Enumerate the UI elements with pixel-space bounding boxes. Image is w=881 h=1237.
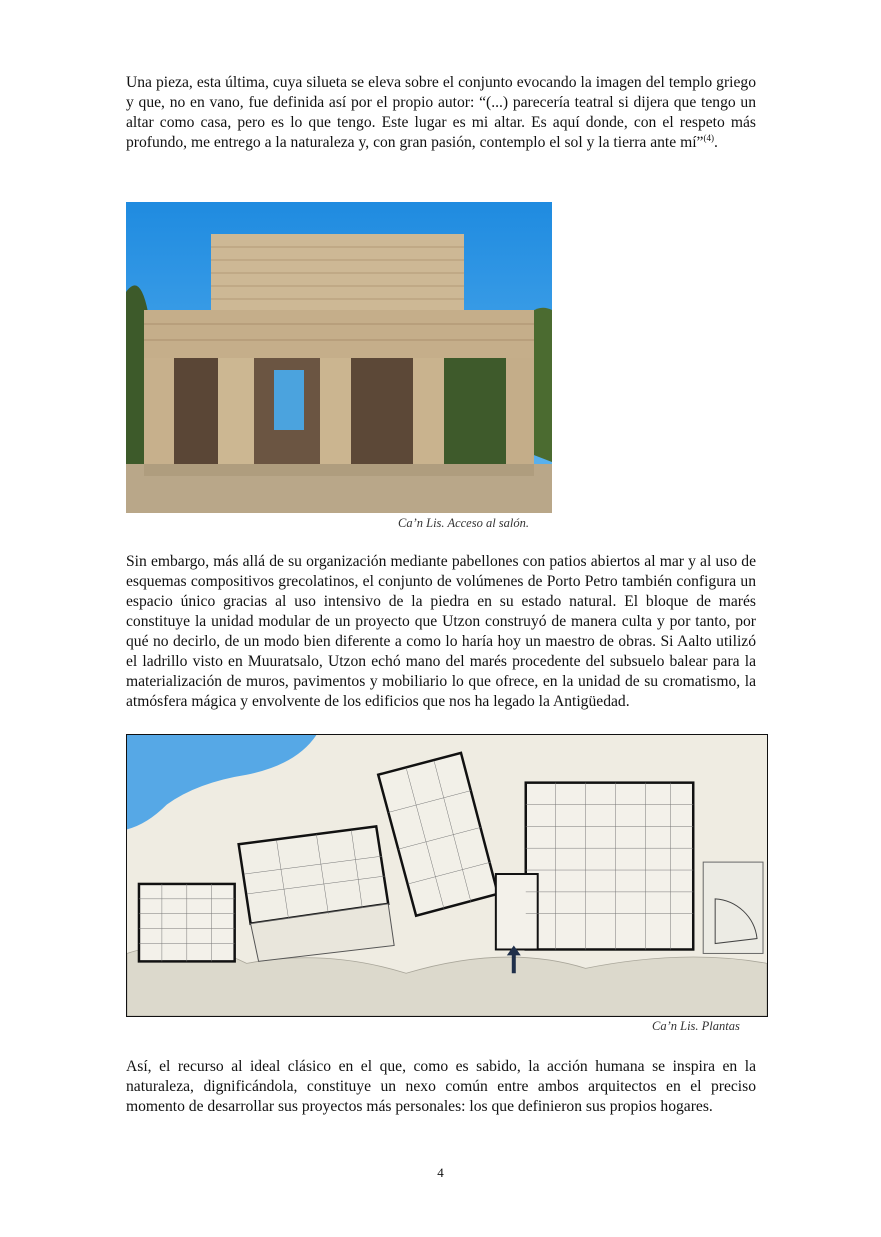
paragraph-body: Sin embargo, más allá de su organización mediante pabellones con patios abiertos al mar y al uso de esquemas compositivos grecolatinos, el conjunto de volúmenes de Porto Petro también configura un espacio único gracias al uso intensivo de la piedra en su estado natural. El bloque de marés constituye la unidad modular de un proyecto que Utzon construyó de manera culta y por tanto, por qué no decirlo, de un modo bien diferente a como lo haría hoy un maestro de obras. Si Aalto utilizó el ladrillo visto en Muuratsalo, Utzon echó mano del marés procedente del subsuelo balear para la materialización de muros, pavimentos y mobiliario lo que ofrece, en la unidad de su cromatismo, la atmósfera mágica y envolvente de los edificios que nos ha legado la Antigüedad. (126, 553, 756, 710)
page-number: 4 (437, 1165, 444, 1180)
paragraph-intro-end: . (713, 134, 718, 151)
paragraph-closing: Así, el recurso al ideal clásico en el que, como es sabido, la acción humana se inspira en la naturaleza, dignificándola, constituye un nexo común entre ambos arquitectos en el preciso momento de desarrollar sus proyectos más personales: los que definieron sus propios hogares. (126, 1058, 756, 1115)
photo-caption: Ca’n Lis. Acceso al salón. (398, 516, 530, 530)
floor-plan-drawing (127, 735, 767, 1016)
photo-acceso-salon (126, 202, 552, 513)
footnote-reference: (4) (703, 132, 714, 143)
paragraph-intro (126, 73, 756, 153)
plan-caption: Ca’n Lis. Plantas (652, 1019, 740, 1033)
floor-plans-figure (126, 734, 768, 1017)
paragraph-intro-text: Una pieza, esta última, cuya silueta se eleva sobre el conjunto evocando la imagen del templo griego y que, no en vano, fue definida así por el propio autor: “(...) parecería teatral si dijera que tengo un altar como casa, pero es lo que tengo. Este lugar es mi altar. Es aquí donde, con el respeto más profundo, me entrego a la naturaleza y, con gran pasión, contemplo el sol y la tierra ante mí” (126, 74, 756, 151)
stone-pavilion-illustration (126, 202, 552, 513)
